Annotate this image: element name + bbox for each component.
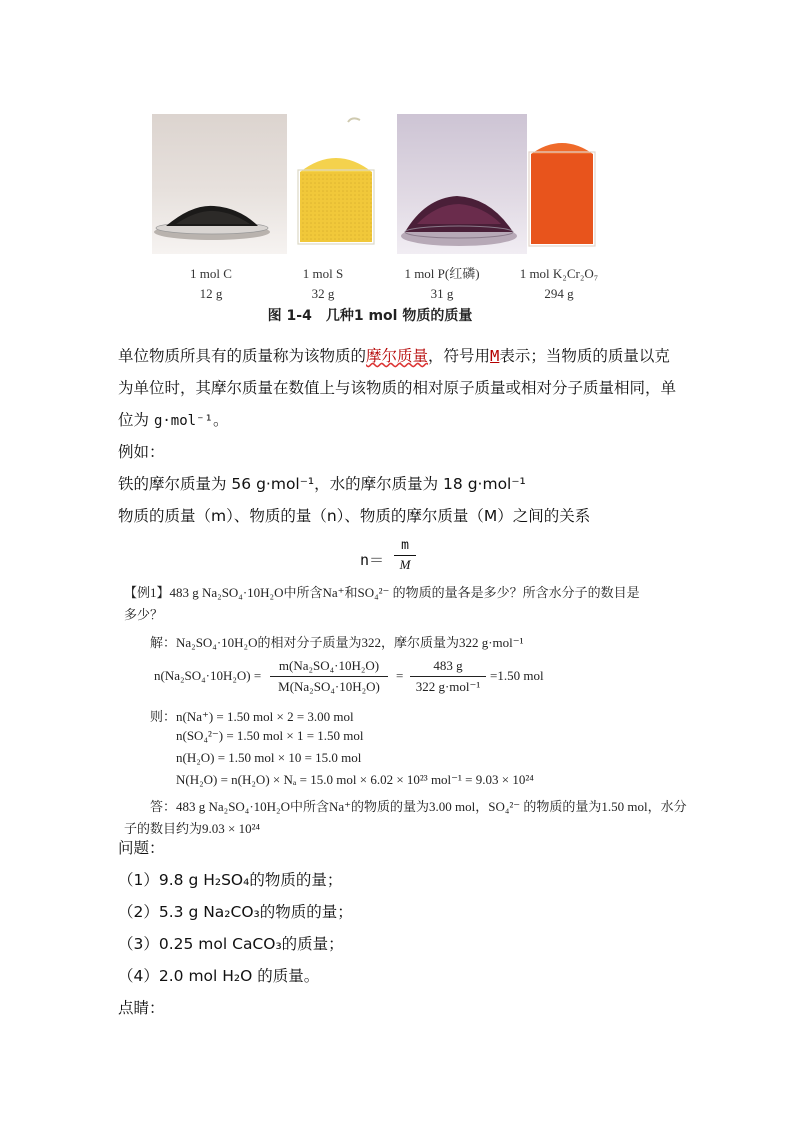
example-values: 铁的摩尔质量为 56 g·mol⁻¹，水的摩尔质量为 18 g·mol⁻¹ [118,475,526,493]
questions-title: 问题： [118,839,165,857]
step-so4: n(SO₄²⁻) = 1.50 mol × 1 = 1.50 mol [176,728,364,743]
definition-paragraph: 单位物质所具有的质量称为该物质的摩尔质量，符号用M表示；当物质的质量以克为单位时，其摩尔质量在数值上与该物质的相对原子质量或相对分子质量相同，单位为 g·mol⁻¹。 [118,347,677,429]
relation-statement: 物质的质量（m）、物质的量（n）、物质的摩尔质量（M）之间的关系 [118,507,591,525]
molar-mass-term: 摩尔质量 [366,347,429,365]
molar-mass-unit: g·mol⁻¹ [153,413,213,429]
document-page: 1 mol C 12 g 1 mol S 32 g 1 mol P(红磷) 31 g 1 mol K₂Cr₂O₇ 294 g 图 1-4 几种1 mol 物质的质量 单位物质所具有的质量称为该物质的摩尔质量，符号用M表示；当物质的质量以克为单位时，其摩尔质量在数值上与该物质的相对原子质量或相对分子质量相同，单位为 g·mol⁻¹。 例如： 铁的摩尔质量为 56 g·mol⁻¹，水的摩尔质量为 18 g·mol⁻¹ 物质的质量（m）、物质的量（n）、物质的摩尔质量（M）之间的关系 n＝ m M 【例1】483 g Na₂SO₄·10H₂O中所含Na⁺和SO₄²⁻ 的物质的量各是多少？所含水分子的数目是 多少？ 解：Na₂SO₄·10H₂O的相对分子质量为322，摩尔质量为322 g·mol⁻¹ n(Na₂SO₄·10H₂O) = m(Na₂SO₄·10H₂O) M(Na₂SO₄·10H₂O) = 483 g 322 g·mol⁻¹ =1.50 mol 则：n(Na⁺) = 1.50 mol × 2 = 3.00 mol n(SO₄²⁻) = 1.50 mol × 1 = 1.50 mol n(H₂O) = 1.50 mol × 10 = 15.0 mol N(H₂O) = n(H₂O) × Nₐ = 15.0 mol × 6.02 × 10²³ mol⁻¹ = 9.03 × 10²⁴ 答：483 g Na₂SO₄·10H₂O中所含Na⁺的物质的量为3.00 mol，SO₄²⁻ 的物质的量为1.50 mol，水分 子的数目约为9.03 × 10²⁴ 问题： （1）9.8 g H₂SO₄的物质的量； （2）5.3 g Na₂CO₃的物质的量； （3）0.25 mol CaCO₃的质量； （4）2.0 mol H₂O 的质量。 点睛： [0,0,794,1123]
sample-label-phosphorus: 1 mol P(红磷) 31 g [404,266,480,301]
fraction-lhs: n(Na₂SO₄·10H₂O) = [154,668,262,683]
step-water-count: N(H₂O) = n(H₂O) × Nₐ = 15.0 mol × 6.02 × 10²³ mol⁻¹ = 9.03 × 10²⁴ [176,772,534,787]
example-solution-line: 解：Na₂SO₄·10H₂O的相对分子质量为322，摩尔质量为322 g·mol⁻¹ [150,635,524,650]
example-question-line-1: 【例1】483 g Na₂SO₄·10H₂O中所含Na⁺和SO₄²⁻ 的物质的量各是多少？所含水分子的数目是 [124,585,640,600]
answer-line-2: 子的数目约为9.03 × 10²⁴ [124,821,261,836]
formula-fraction: m M [394,538,416,573]
step-na: 则：n(Na⁺) = 1.50 mol × 2 = 3.00 mol [150,709,354,724]
sample-label-sulfur: 1 mol S 32 g [302,266,344,301]
sulfur-sample-image [290,114,380,254]
closing-label: 点睛： [118,999,165,1017]
question-item: （3）0.25 mol CaCO₃的质量； [118,935,344,953]
step-h2o: n(H₂O) = 1.50 mol × 10 = 15.0 mol [176,750,362,765]
carbon-sample-image [152,114,287,254]
sample-label-carbon: 1 mol C 12 g [190,266,232,301]
figure-1-4 [140,108,600,338]
question-item: （1）9.8 g H₂SO₄的物质的量； [118,871,343,889]
sample-photos [152,114,592,262]
example-intro: 例如： [118,443,165,461]
question-item: （4）2.0 mol H₂O 的质量。 [118,967,320,985]
answer-line-1: 答：483 g Na₂SO₄·10H₂O中所含Na⁺的物质的量为3.00 mol，SO₄²⁻ 的物质的量为1.50 mol，水分 [150,799,687,814]
mass-over-molar-mass-fraction: m(Na₂SO₄·10H₂O) M(Na₂SO₄·10H₂O) [270,658,388,695]
potassium-dichromate-sample-image [527,114,597,254]
figure-caption: 图 1-4 几种1 mol 物质的质量 [267,308,473,324]
questions-list [118,832,353,1024]
sample-label-dichromate: 1 mol K₂Cr₂O₇ 294 g [519,266,599,301]
red-phosphorus-sample-image [397,114,527,254]
molar-mass-symbol: M [490,347,500,365]
molar-formula: n＝ m M [360,538,440,578]
fraction-result: =1.50 mol [490,668,544,683]
question-item: （2）5.3 g Na₂CO₃的物质的量； [118,903,353,921]
numeric-fraction: 483 g 322 g·mol⁻¹ [410,658,486,695]
example-question-line-2: 多少？ [124,607,164,622]
